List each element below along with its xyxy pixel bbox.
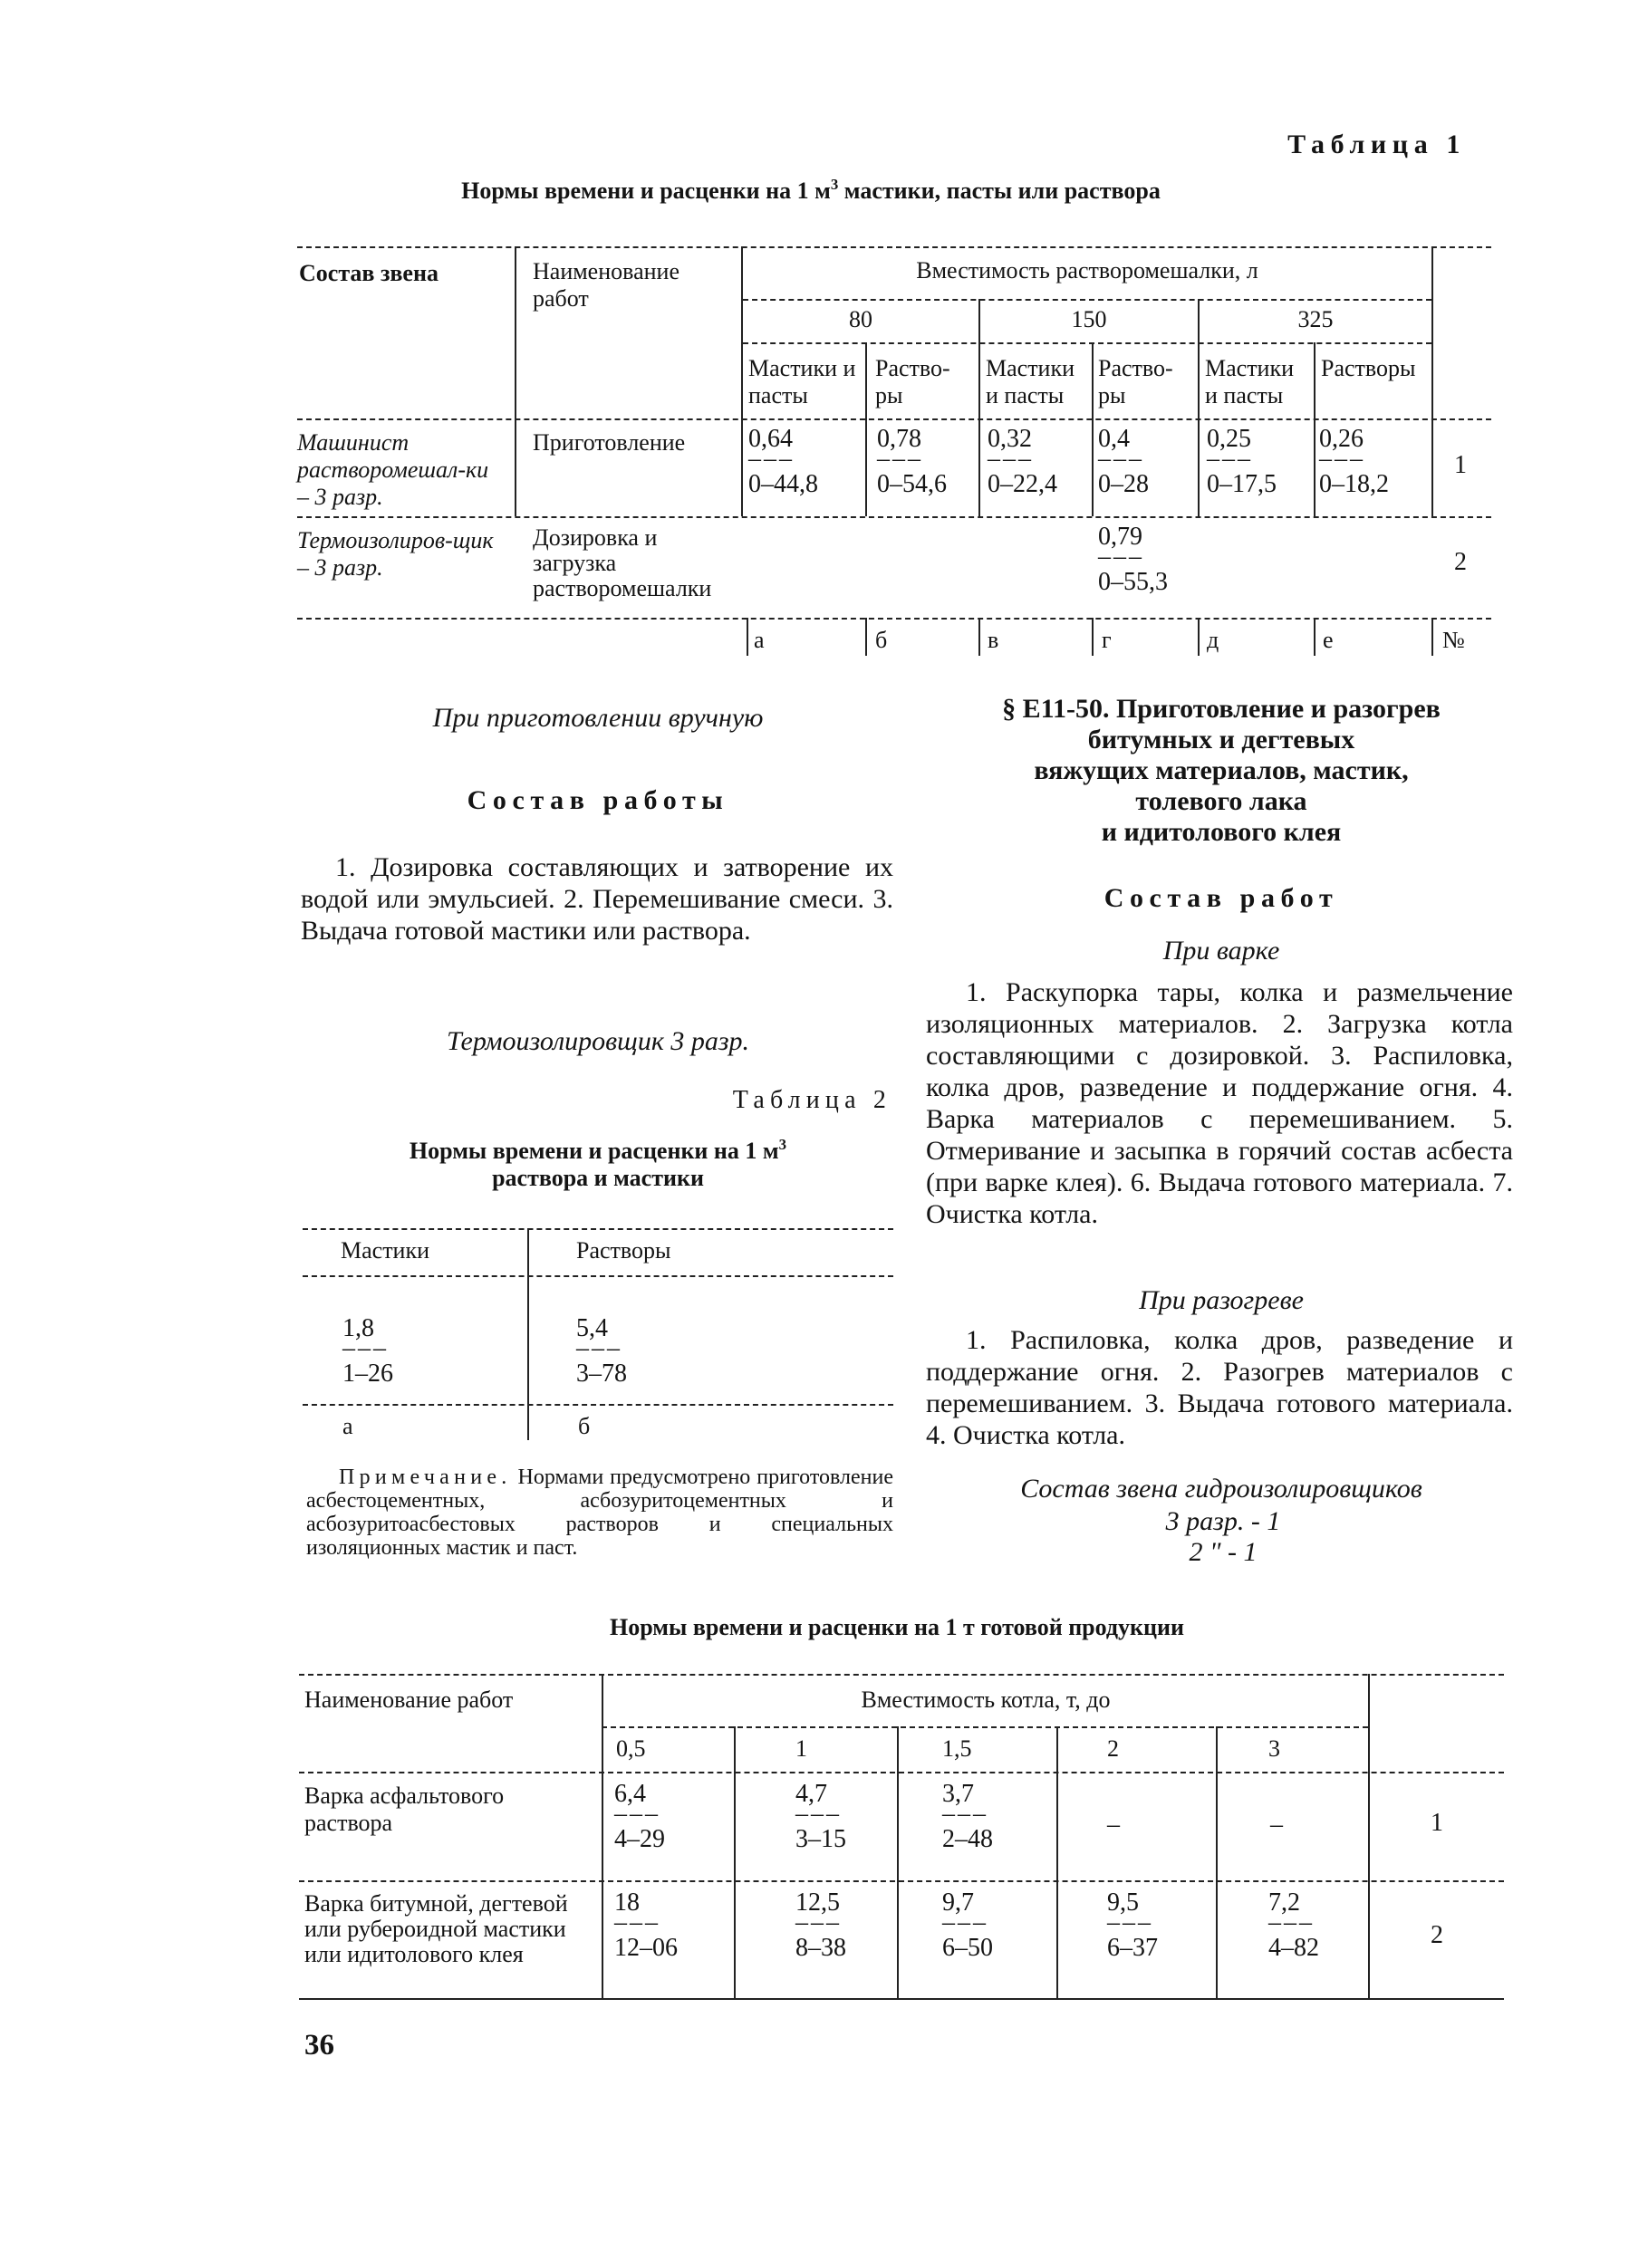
t3-r1-cell-5: –	[1270, 1811, 1283, 1839]
table1-label: Таблица 1	[1287, 130, 1466, 159]
t2-letter-b: б	[578, 1413, 591, 1439]
table1-title: Нормы времени и расценки на 1 $м^3$ мастики, пасты или раствора	[461, 175, 1161, 204]
t1-r2-merged-cell: 0,79 ––– 0–55,3	[1098, 523, 1168, 596]
t3-capacity-2: 2	[1107, 1735, 1119, 1762]
right-composition-heading: Состав работ	[1103, 883, 1339, 913]
t3-r2-cell-5: 7,2 ––– 4–82	[1268, 1888, 1319, 1962]
t2-header-mastic: Мастики	[341, 1237, 430, 1264]
worker-heading: Термоизолировщик 3 разр.	[446, 1026, 750, 1056]
section-title: § Е11-50. Приготовление и разогрев битумных и дегтевых вяжущих материалов, мастик, толевого лака и идитолового клея	[1002, 694, 1441, 847]
t1-row1-number: 1	[1454, 451, 1467, 479]
t3-r2-cell-2: 12,5 ––– 8–38	[795, 1888, 846, 1962]
t1-r1-cell-c: 0,32 ––– 0–22,4	[988, 425, 1057, 498]
t1-row2-crew: Термоизолиров-щик – 3 разр.	[297, 527, 494, 581]
crew-line-2: 2 " - 1	[1189, 1537, 1258, 1567]
t3-header-work: Наименование работ	[304, 1687, 514, 1713]
heating-heading: При разогреве	[1139, 1285, 1304, 1315]
boiling-heading: При варке	[1162, 936, 1280, 966]
t2-cell-a: 1,8 ––– 1–26	[342, 1314, 393, 1388]
t1-mastic-325: Мастики и пасты	[1205, 355, 1295, 408]
t1-header-capacity: Вместимость растворомешалки, л	[916, 257, 1258, 284]
t1-mortar-80: Раство-ры	[875, 355, 950, 408]
t3-r2-cell-4: 9,5 ––– 6–37	[1107, 1888, 1158, 1962]
t1-letter-d: д	[1207, 627, 1219, 653]
t1-mortar-150: Раство-ры	[1098, 355, 1173, 408]
t3-row2-number: 2	[1431, 1921, 1443, 1949]
t3-capacity-0-5: 0,5	[616, 1735, 646, 1762]
t1-mastic-150: Мастики и пасты	[986, 355, 1075, 408]
left-composition-text: 1. Дозировка составляющих и затворение их водой или эмульсией. 2. Перемешивание смеси. 3. Выдача готовой мастики или раствора.	[301, 852, 893, 946]
t3-r1-cell-4: –	[1107, 1811, 1120, 1839]
table2-note: Примечание. Нормами предусмотрено приготовление асбестоцементных, асбозуритоцементных и асбозуритоасбестовых растворов и специальных изоляционных мастик и паст.	[306, 1466, 893, 1560]
table2-label: Таблица 2	[732, 1086, 891, 1114]
left-composition-heading: Состав работы	[467, 785, 729, 815]
t3-header-capacity: Вместимость котла, т, до	[861, 1687, 1111, 1713]
t1-r1-cell-b: 0,78 ––– 0–54,6	[877, 425, 947, 498]
page-number: 36	[304, 2029, 334, 2061]
t1-row2-number: 2	[1454, 548, 1467, 576]
table3-title: Нормы времени и расценки на 1 т готовой продукции	[610, 1614, 1184, 1640]
t1-number-label: №	[1442, 627, 1465, 653]
t3-row1-number: 1	[1431, 1809, 1443, 1837]
t2-cell-b: 5,4 ––– 3–78	[576, 1314, 627, 1388]
t1-mortar-325: Растворы	[1321, 355, 1416, 381]
t1-letter-a: а	[754, 627, 765, 653]
boiling-text: 1. Раскупорка тары, колка и размельчение изоляционных материалов. 2. Загрузка котла составляющими с дозировкой. 3. Распиловка, колка дров, разведение и поддержание огня. 4. Варка материалов с перемешиванием. 5. Отмеривание и засыпка в горячий состав асбеста (при варке клея). 6. Выдача готового материала. 7. Очистка котла.	[926, 977, 1513, 1229]
t1-capacity-325: 325	[1297, 306, 1334, 332]
t1-r1-cell-f: 0,26 ––– 0–18,2	[1319, 425, 1389, 498]
t3-r1-cell-1: 6,4 ––– 4–29	[614, 1780, 665, 1853]
t1-letter-e: е	[1323, 627, 1334, 653]
t1-row1-crew: Машинист растворомешал-ки – 3 разр.	[297, 429, 489, 510]
t3-r1-cell-3: 3,7 ––– 2–48	[942, 1780, 993, 1853]
t3-capacity-1-5: 1,5	[942, 1735, 972, 1762]
crew-line-1: 3 разр. - 1	[1165, 1506, 1281, 1536]
t1-r1-cell-d: 0,4 ––– 0–28	[1098, 425, 1149, 498]
t1-capacity-80: 80	[849, 306, 872, 332]
t2-header-mortar: Растворы	[576, 1237, 671, 1264]
t3-r1-cell-2: 4,7 ––– 3–15	[795, 1780, 846, 1853]
t3-capacity-3: 3	[1268, 1735, 1280, 1762]
t3-r2-cell-1: 18 ––– 12–06	[614, 1888, 678, 1962]
t3-row2-work: Варка битумной, дегтевой или рубероидной мастики или идитолового клея	[304, 1890, 568, 1967]
t1-r1-cell-e: 0,25 ––– 0–17,5	[1207, 425, 1277, 498]
t1-mastic-80: Мастики и пасты	[748, 355, 856, 408]
t2-letter-a: а	[342, 1413, 353, 1439]
t1-header-work: Наименование работ	[533, 258, 679, 312]
t1-header-crew: Состав звена	[299, 260, 439, 286]
t1-row2-work: Дозировка и загрузка растворомешалки	[533, 524, 712, 601]
t1-letter-v: в	[988, 627, 999, 653]
heating-text: 1. Распиловка, колка дров, разведение и поддержание огня. 2. Разогрев материалов с перемешиванием. 3. Выдача готового материала. 4. Очистка котла.	[926, 1325, 1513, 1450]
t1-r1-cell-a: 0,64 ––– 0–44,8	[748, 425, 818, 498]
t1-capacity-150: 150	[1071, 306, 1107, 332]
t3-row1-work: Варка асфальтового раствора	[304, 1783, 505, 1836]
t1-letter-b: б	[875, 627, 888, 653]
crew-heading: Состав звена гидроизолировщиков	[1020, 1474, 1422, 1504]
t1-letter-g: г	[1102, 627, 1112, 653]
table2-title: Нормы времени и расценки на 1 $м^3$ раствора и мастики	[409, 1135, 787, 1191]
manual-heading: При приготовлении вручную	[432, 703, 764, 733]
t3-r2-cell-3: 9,7 ––– 6–50	[942, 1888, 993, 1962]
t3-capacity-1: 1	[795, 1735, 807, 1762]
t1-row1-work: Приготовление	[533, 429, 686, 456]
